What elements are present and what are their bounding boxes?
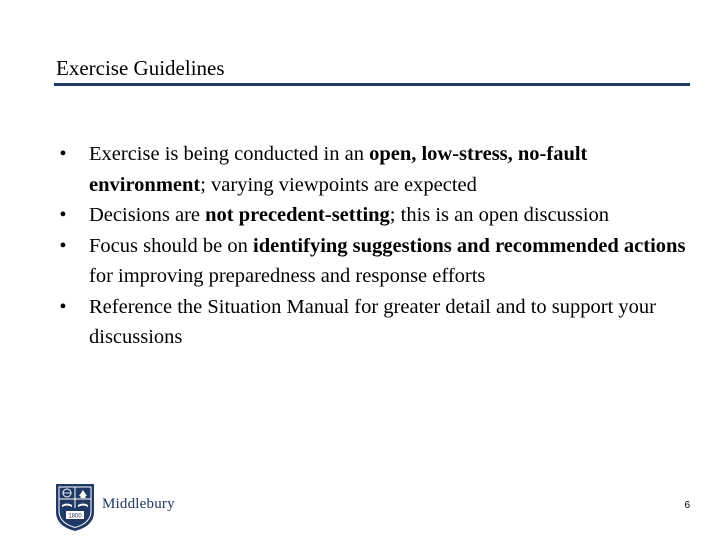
bullet-emphasis: not precedent-setting [205,204,390,226]
bullet-marker: • [59,234,67,257]
bullet-item [56,139,696,200]
bullet-text: Exercise is being conducted in an [89,143,370,165]
bullet-emphasis: identifying suggestions and recommended actions [253,234,686,257]
middlebury-shield-icon [54,482,96,532]
bullet-text: ; this is an open discussion [389,204,610,226]
page-number: 6 [684,500,690,511]
bullet-marker: • [59,295,67,318]
bullet-text: Focus should be on [89,234,253,257]
bullet-item [56,200,696,231]
seal-year: 1800 [68,513,82,520]
bullet-emphasis: open, low-stress, no-fault environment [89,143,588,196]
bullet-marker: • [59,143,67,165]
bullet-text: Decisions are [89,204,206,226]
logo-wordmark: Middlebury [102,496,175,512]
middlebury-logo [54,482,184,532]
bullet-item [56,231,696,292]
bullet-item [56,292,696,353]
bullet-marker: • [59,204,67,226]
slide-title: Exercise Guidelines [56,56,225,80]
bullet-text: for improving preparedness and response efforts [89,265,486,287]
bullet-list [56,139,696,353]
title-divider [54,83,690,86]
bullet-text: Reference the Situation Manual for greater detail and to support your discussions [89,295,656,348]
bullet-text: ; varying viewpoints are expected [200,173,477,196]
